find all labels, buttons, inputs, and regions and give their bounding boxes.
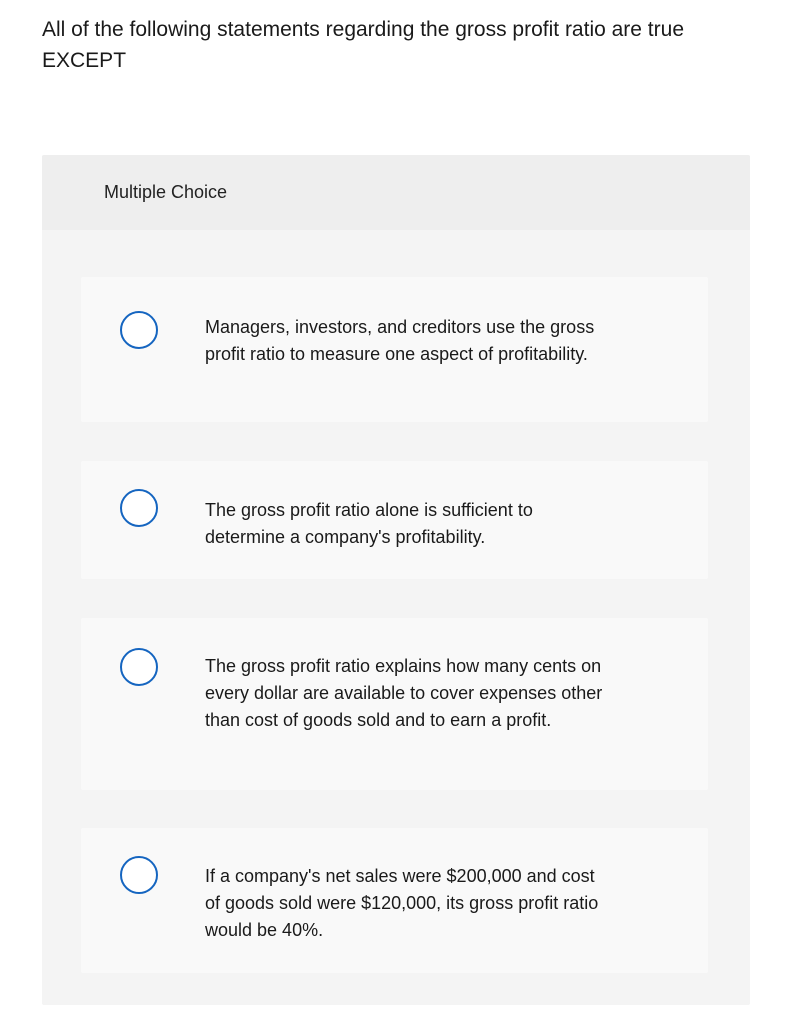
answer-option-text: The gross profit ratio explains how many cents on every dollar are available to cover expenses other than cost of goods sold and to earn a profit. bbox=[205, 656, 603, 730]
answer-option-text: If a company's net sales were $200,000 and cost of goods sold were $120,000, its gross profit ratio would be 40%. bbox=[205, 866, 599, 940]
multiple-choice-header bbox=[42, 155, 750, 230]
radio-button-icon[interactable] bbox=[120, 856, 158, 894]
multiple-choice-card bbox=[42, 155, 750, 1005]
multiple-choice-label: Multiple Choice bbox=[104, 182, 228, 202]
question-stem: All of the following statements regarding the gross profit ratio are true EXCEPT bbox=[42, 18, 684, 72]
radio-button-icon[interactable] bbox=[120, 311, 158, 349]
answer-option-text: Managers, investors, and creditors use the gross profit ratio to measure one aspect of profitability. bbox=[205, 317, 595, 364]
answer-option-3[interactable] bbox=[81, 618, 708, 790]
answer-option-4[interactable] bbox=[81, 828, 708, 973]
answer-option-text: The gross profit ratio alone is sufficient to determine a company's profitability. bbox=[205, 500, 533, 547]
radio-button-icon[interactable] bbox=[120, 648, 158, 686]
radio-button-icon[interactable] bbox=[120, 489, 158, 527]
answer-option-2[interactable] bbox=[81, 461, 708, 579]
answer-option-1[interactable] bbox=[81, 277, 708, 422]
